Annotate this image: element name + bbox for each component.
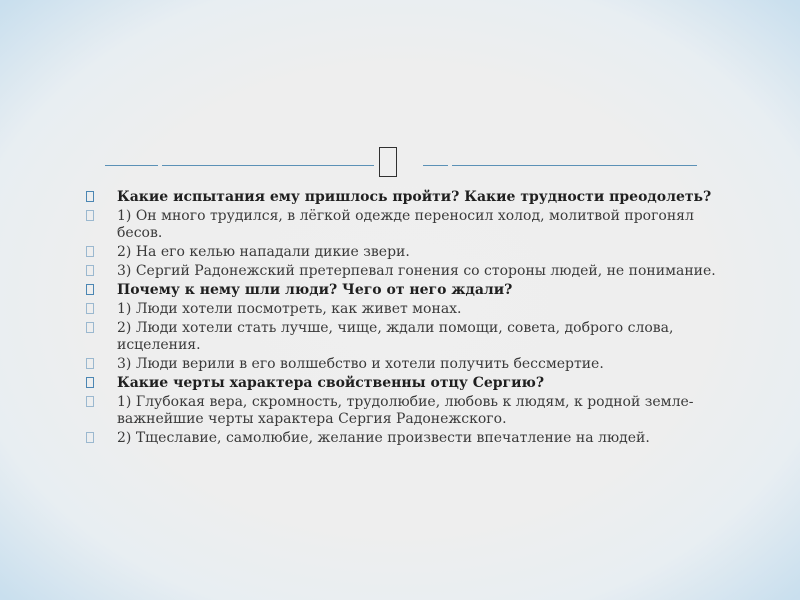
answer-item [86, 263, 726, 280]
question-item [86, 189, 726, 206]
answer-item [86, 356, 726, 373]
divider-rule-left-short [105, 165, 158, 166]
bullet-list [86, 189, 726, 449]
answer-text: 1) Люди хотели посмотреть, как живет монах. [117, 301, 462, 317]
answer-text: 3) Люди верили в его волшебство и хотели получить бессмертие. [117, 356, 604, 372]
bullet-box-icon [86, 303, 94, 314]
question-item [86, 375, 726, 392]
answer-item [86, 244, 726, 261]
question-item [86, 282, 726, 299]
title-divider [105, 145, 697, 185]
question-text: Какие черты характера свойственны отцу Сергию? [117, 375, 545, 391]
answer-item [86, 208, 726, 242]
answer-text: 2) На его келью нападали дикие звери. [117, 244, 410, 260]
answer-text: 1) Глубокая вера, скромность, трудолюбие, любовь к людям, к родной земле-важнейшие черты характера Сергия Радонежского. [117, 394, 694, 427]
answer-item [86, 430, 726, 447]
bullet-box-icon [86, 191, 94, 202]
bullet-box-icon [86, 265, 94, 276]
bullet-box-icon [86, 246, 94, 257]
question-text: Почему к нему шли люди? Чего от него ждали? [117, 282, 513, 298]
question-text: Какие испытания ему пришлось пройти? Какие трудности преодолеть? [117, 189, 712, 205]
bullet-box-icon [86, 358, 94, 369]
bullet-box-icon [86, 396, 94, 407]
bullet-box-icon [86, 432, 94, 443]
bullet-box-icon [86, 210, 94, 221]
divider-rule-right-short [423, 165, 448, 166]
answer-item [86, 394, 726, 428]
divider-rule-right-long [452, 165, 697, 166]
answer-text: 3) Сергий Радонежский претерпевал гонения со стороны людей, не понимание. [117, 263, 716, 279]
divider-rule-left-long [162, 165, 374, 166]
answer-text: 2) Люди хотели стать лучше, чище, ждали помощи, совета, доброго слова, исцеления. [117, 320, 674, 353]
bullet-box-icon [86, 322, 94, 333]
bullet-box-icon [86, 377, 94, 388]
missing-glyph-box-icon [379, 147, 397, 177]
answer-text: 2) Тщеславие, самолюбие, желание произвести впечатление на людей. [117, 430, 650, 446]
bullet-box-icon [86, 284, 94, 295]
answer-text: 1) Он много трудился, в лёгкой одежде переносил холод, молитвой прогонял бесов. [117, 208, 694, 241]
answer-item [86, 320, 726, 354]
answer-item [86, 301, 726, 318]
